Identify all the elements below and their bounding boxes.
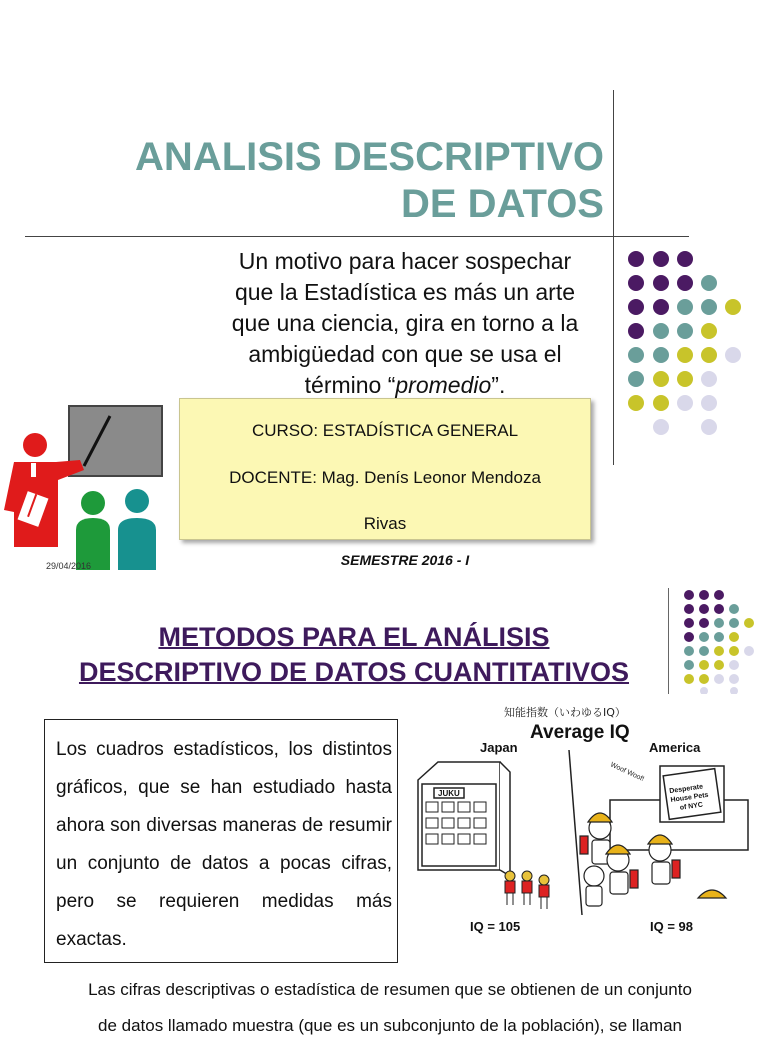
subtitle-line: ambigüedad con que se usa el — [248, 341, 562, 367]
footer-line: de datos llamado muestra (que es un subconjunto de la población), se llaman — [97, 1016, 683, 1035]
slide2-vertical-divider — [668, 588, 669, 694]
woof-text: Woof Woof! — [609, 761, 646, 784]
slide1-title — [60, 134, 604, 228]
subtitle-term-post: ”. — [491, 372, 506, 398]
slide-date: 29/04/2016 — [46, 561, 92, 571]
semester-label: SEMESTRE 2016 - I — [340, 552, 470, 568]
slide1-dot-grid — [620, 250, 750, 440]
summary-text: Los cuadros estadísticos, los distintos gráficos, que se han estudiado hasta ahora son diversas maneras de resumir un conjunto de datos a pocas cifras, pero se requieren medidas más exactas. — [56, 739, 392, 950]
tv-text-3: of NYC — [679, 801, 704, 812]
slide2-dot-grid — [680, 588, 768, 694]
subtitle-line: Un motivo para hacer sospechar — [238, 248, 572, 274]
subtitle-line — [195, 370, 615, 401]
slide1-horizontal-divider — [25, 236, 689, 237]
subtitle-term-em: promedio — [395, 372, 492, 398]
subtitle-line: que la Estadística es más un arte — [234, 279, 576, 305]
average-iq-cartoon — [414, 700, 754, 942]
subtitle-line: que una ciencia, gira en torno a la — [231, 310, 579, 336]
cartoon-right-iq: IQ = 98 — [650, 919, 693, 934]
slide2-title-line1-wrap — [44, 620, 664, 655]
cartoon-title: Average IQ — [530, 722, 630, 743]
tv-text-1: Desperate — [668, 783, 704, 796]
slide1-subtitle — [195, 246, 615, 401]
slide2-title-line1: METODOS PARA EL ANÁLISIS — [158, 622, 550, 652]
tv-text-2: House Pets — [670, 791, 709, 804]
cartoon-left-iq: IQ = 105 — [470, 919, 521, 934]
teacher-presentation-icon — [0, 402, 170, 572]
dot-grid-decoration — [628, 251, 741, 435]
summary-text-box — [44, 719, 398, 963]
cartoon-right-label: America — [649, 740, 701, 755]
subtitle-term-pre: término “ — [304, 372, 396, 398]
slide1-title-line2: DE DATOS — [401, 182, 604, 226]
kids-watching-tv-icon — [580, 813, 726, 906]
cartoon-divider — [569, 750, 582, 915]
slide2-title-line2: DESCRIPTIVO DE DATOS CUANTITATIVOS — [78, 657, 630, 687]
dot-grid-decoration — [684, 590, 754, 694]
teacher-label-continued: Rivas — [363, 514, 407, 533]
slide2-footer-text — [30, 972, 750, 1044]
slide2-title-line2-wrap — [44, 655, 664, 690]
cartoon-jp-caption: 知能指数（いわゆるIQ） — [504, 706, 626, 719]
course-label: CURSO: ESTADÍSTICA GENERAL — [251, 421, 519, 440]
slide1-title-line1: ANALISIS DESCRIPTIVO — [135, 135, 604, 179]
kids-walking-icon — [505, 871, 549, 909]
teacher-label: DOCENTE: Mag. Denís Leonor Mendoza — [229, 468, 541, 487]
footer-line: Las cifras descriptivas o estadística de resumen que se obtienen de un conjunto — [88, 980, 692, 999]
cartoon-left-label: Japan — [480, 740, 518, 755]
slide2-title — [44, 620, 664, 690]
building-sign: JUKU — [438, 789, 460, 798]
course-info-box — [179, 398, 591, 540]
